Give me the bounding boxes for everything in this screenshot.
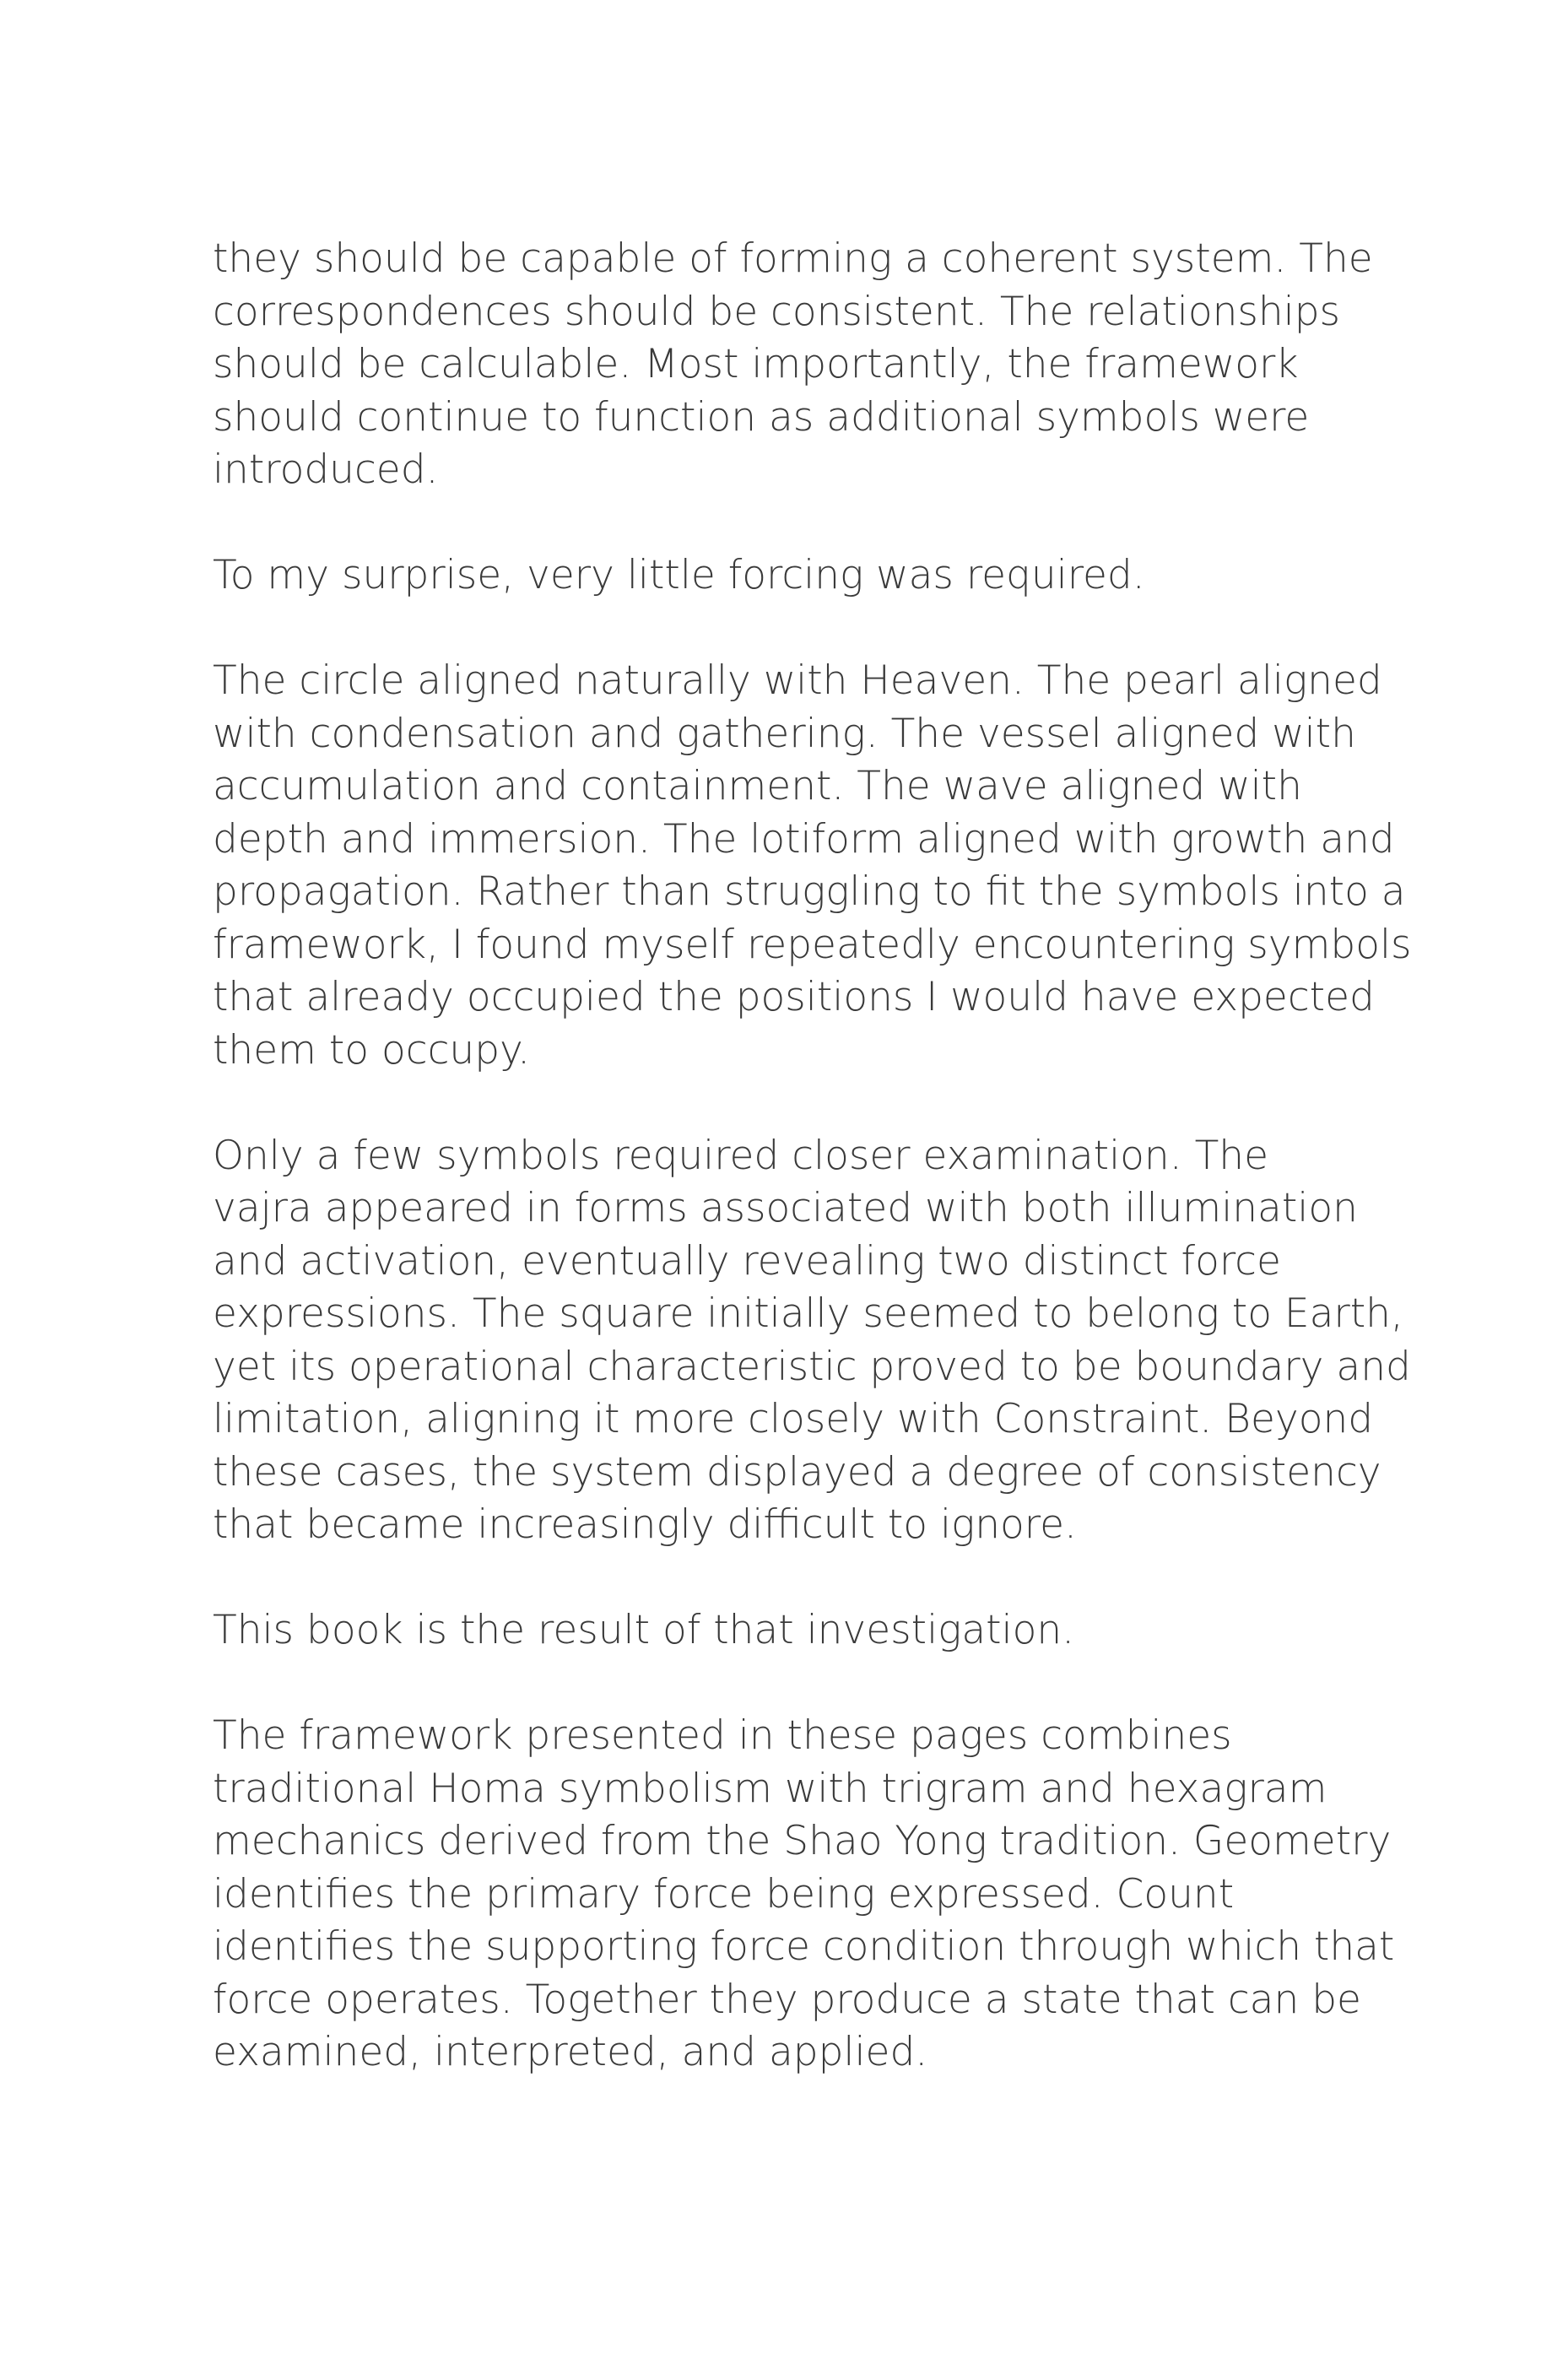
text-line: should continue to function as additional symbols were	[213, 393, 1310, 441]
text-line: accumulation and containment. The wave aligned with	[213, 763, 1302, 809]
text-line: The framework presented in these pages combines	[213, 1712, 1232, 1759]
paragraph-6	[213, 1710, 1395, 2080]
text-line: with condensation and gathering. The vessel aligned with	[213, 710, 1356, 757]
text-line: The circle aligned naturally with Heaven. The pearl aligned	[213, 657, 1382, 704]
text-line: propagation. Rather than struggling to fit the symbols into a	[213, 868, 1406, 915]
text-line: mechanics derived from the Shao Yong tradition. Geometry	[213, 1818, 1392, 1864]
text-line: force operates. Together they produce a state that can be	[213, 1976, 1361, 2023]
text-line: these cases, the system displayed a degree of consistency	[213, 1448, 1381, 1495]
text-line: To my surprise, very little forcing was required.	[213, 552, 1145, 598]
paragraph-gap	[213, 1552, 1369, 1605]
paragraph-2	[213, 549, 1369, 603]
paragraph-gap	[213, 1077, 1369, 1130]
text-line: This book is the result of that investigation.	[213, 1607, 1075, 1653]
text-line: introduced.	[213, 446, 439, 493]
text-line: vajra appeared in forms associated with both illumination	[213, 1185, 1358, 1231]
text-line: traditional Homa symbolism with trigram and hexagram	[213, 1765, 1327, 1812]
paragraph-1	[213, 233, 1373, 497]
text-line: that became increasingly difficult to ignore.	[213, 1501, 1077, 1548]
paragraph-gap	[213, 603, 1369, 656]
text-line: framework, I found myself repeatedly encountering symbols	[213, 921, 1412, 968]
text-line: that already occupied the positions I would have expected	[213, 974, 1375, 1020]
body-text	[213, 233, 1412, 2080]
text-line: identifies the primary force being expressed. Count	[213, 1870, 1235, 1917]
text-line: correspondences should be consistent. The relationships	[213, 288, 1341, 335]
paragraph-3	[213, 655, 1412, 1077]
text-line: they should be capable of forming a coherent system. The	[213, 235, 1373, 282]
text-line: examined, interpreted, and applied.	[213, 2029, 928, 2075]
text-line: them to occupy.	[213, 1026, 531, 1074]
paragraph-gap	[213, 1658, 1369, 1711]
text-line: expressions. The square initially seemed to belong to Earth,	[213, 1290, 1403, 1337]
text-line: should be calculable. Most importantly, the framework	[213, 341, 1299, 387]
paragraph-gap	[213, 497, 1369, 550]
text-line: limitation, aligning it more closely with Constraint. Beyond	[213, 1396, 1374, 1442]
text-line: and activation, eventually revealing two distinct force	[213, 1237, 1281, 1285]
text-line: identifies the supporting force condition through which that	[213, 1923, 1395, 1970]
text-line: depth and immersion. The lotiform aligned with growth and	[213, 815, 1395, 863]
text-line: yet its operational characteristic proved to be boundary and	[213, 1343, 1411, 1390]
paragraph-4	[213, 1130, 1411, 1552]
text-line: Only a few symbols required closer examination. The	[213, 1132, 1268, 1179]
paragraph-5	[213, 1604, 1369, 1658]
